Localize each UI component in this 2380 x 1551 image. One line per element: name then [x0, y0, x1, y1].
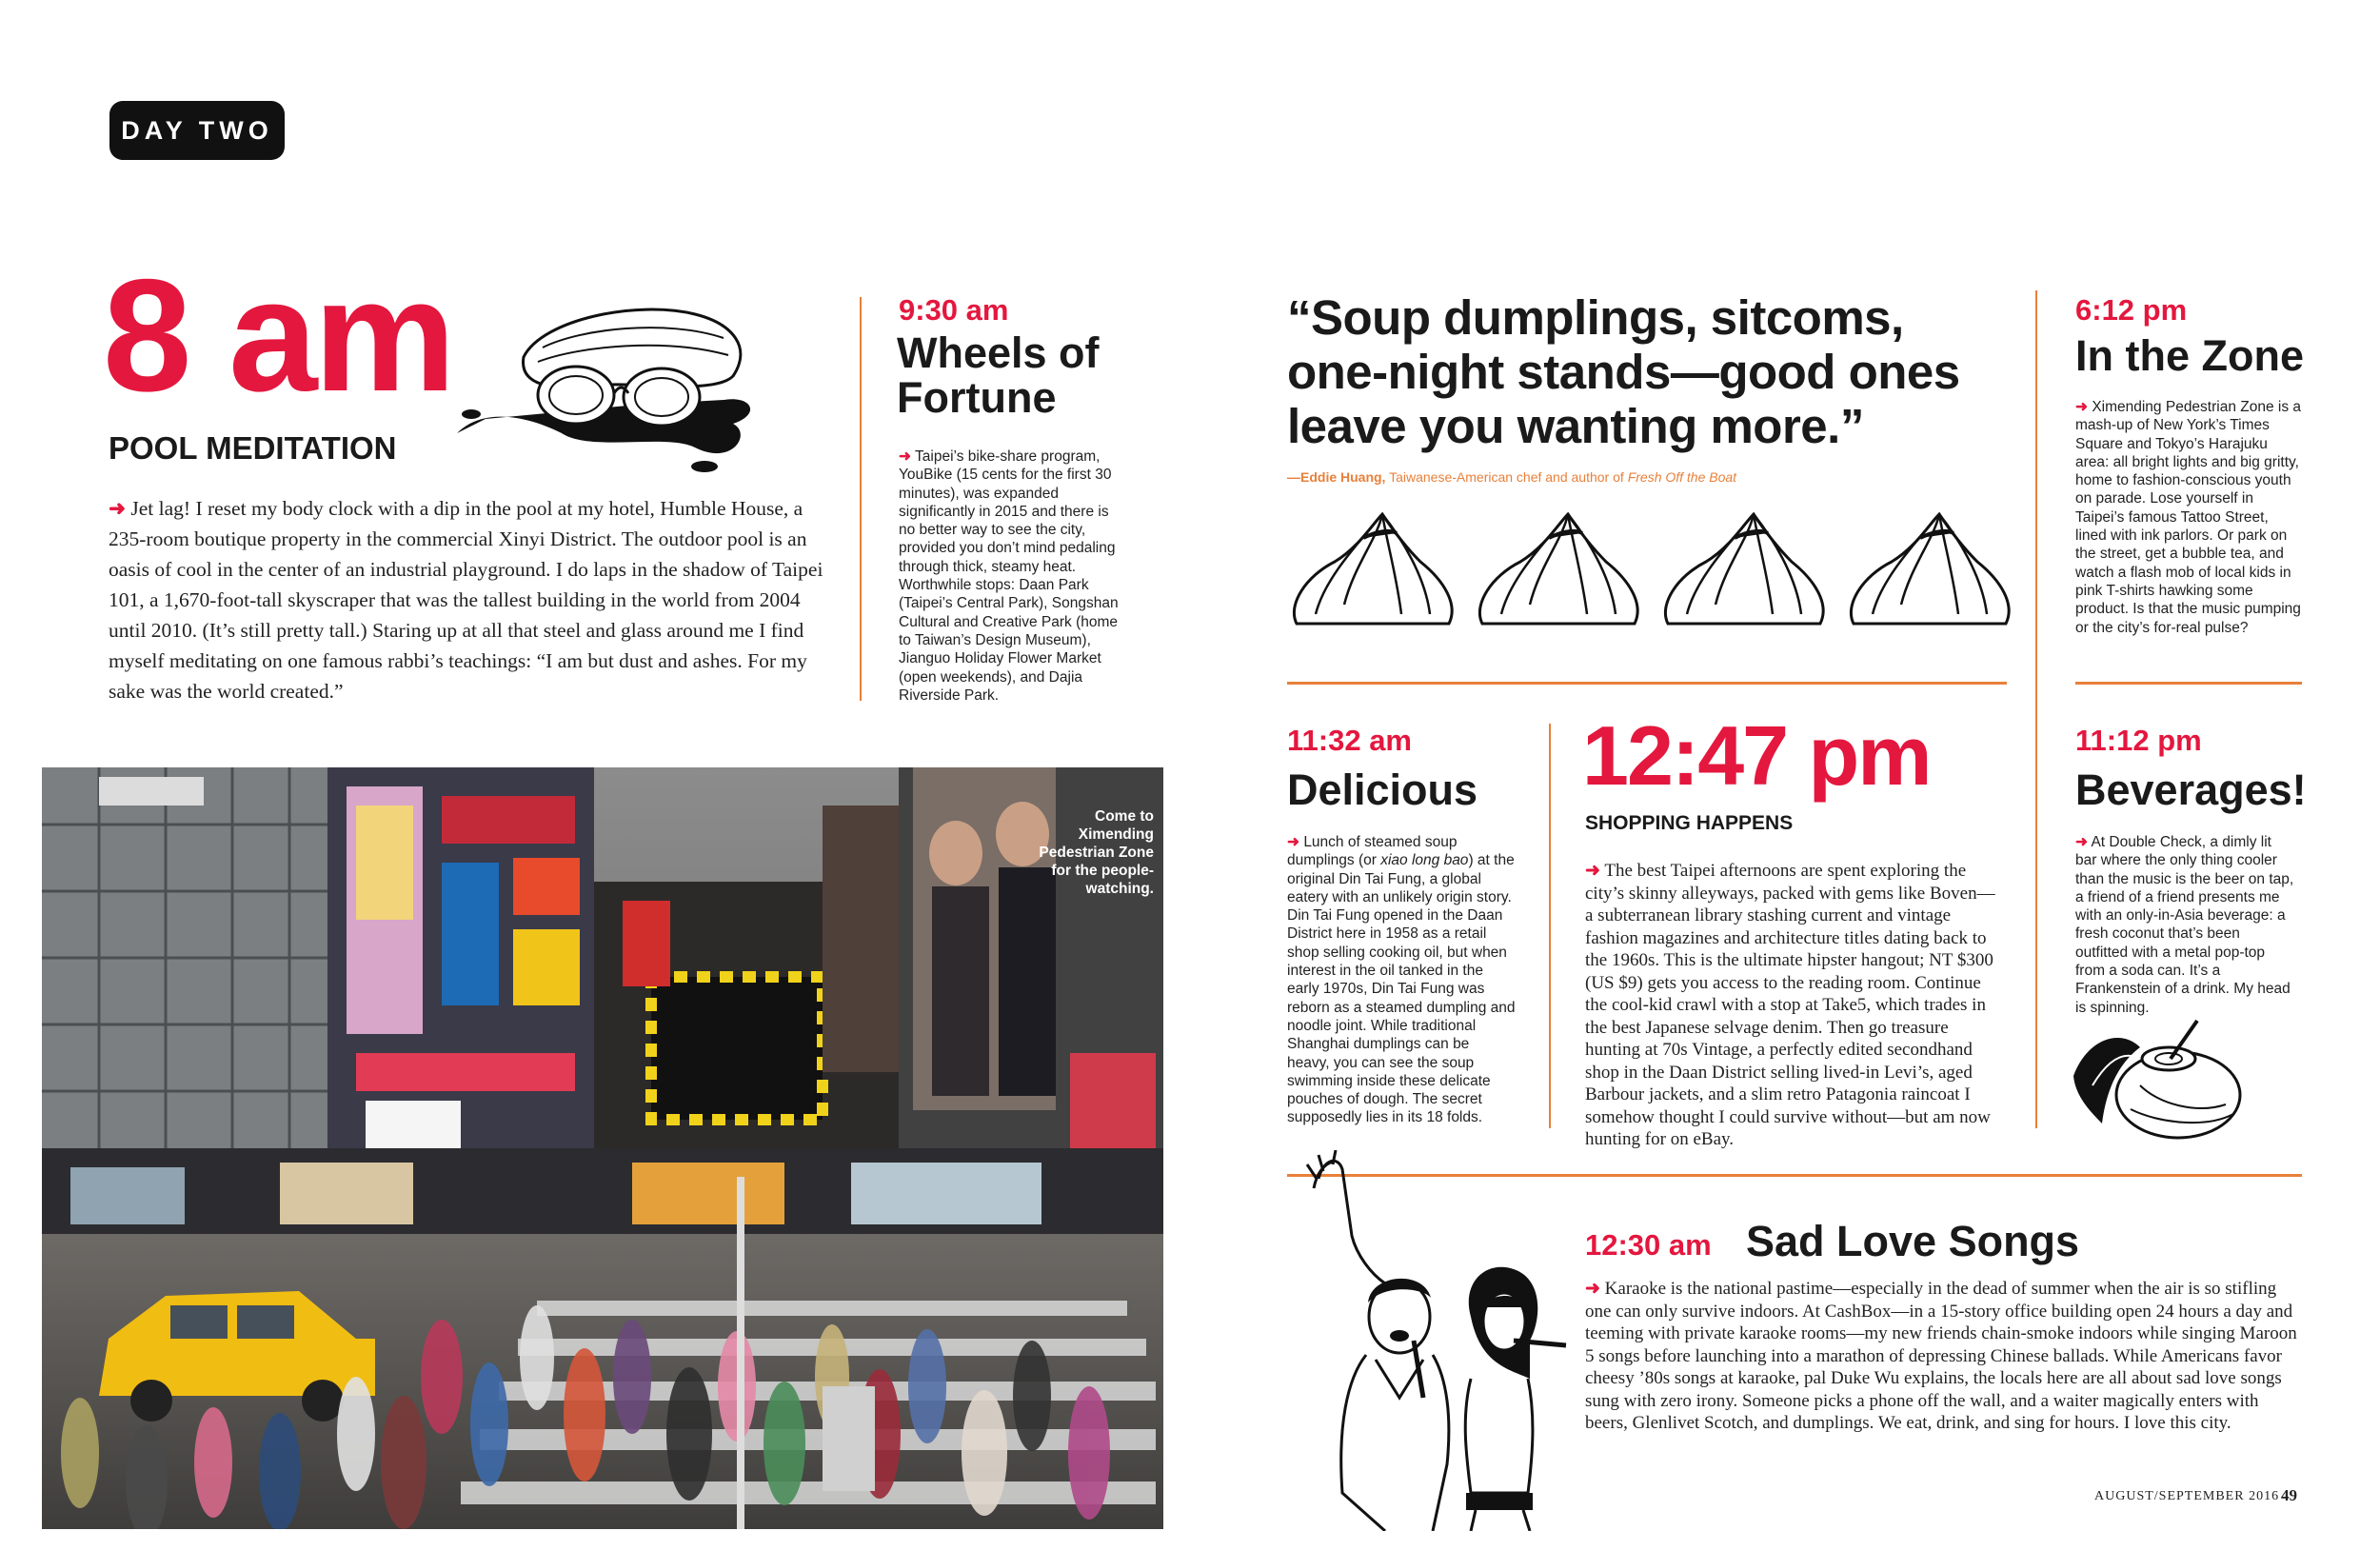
coconut-drink-illustration: [2064, 1019, 2254, 1143]
shopping-title: SHOPPING HAPPENS: [1585, 812, 1794, 834]
wheels-time: 9:30 am: [899, 293, 1009, 327]
day-badge: DAY TWO: [109, 101, 285, 160]
section-rule: [2075, 682, 2302, 685]
shopping-body-text: The best Taipei afternoons are spent exploring the city’s skinny alleyways, packed with gems like Boven—a subterranean library stashing current and vintage fashion magazines and architecture titles dating back to the 1960s. This is the ultimate hipster hangout; NT $300 (US $9) gets you access to the reading room. Continue the cool-kid crawl with a stop at Take5, which trades in the best Japanese selvage denim. Then go treasure hunting at 70s Vintage, a perfectly edited secondhand shop in the Daan District selling lived-in Levi’s, aged Barbour jackets, and a slim retro Patagonia raincoat I somehow thought I could survive without—but am now hunting for on eBay.: [1585, 861, 1995, 1149]
arrow-icon: ➜: [1585, 861, 1600, 881]
songs-body: [1585, 1278, 2301, 1435]
songs-title: Sad Love Songs: [1746, 1217, 2080, 1265]
pool-time: 8 am: [103, 246, 452, 425]
goggles-illustration: [447, 290, 771, 481]
delicious-time: 11:32 am: [1287, 724, 1412, 757]
beverages-body-text: At Double Check, a dimly lit bar where the only thing cooler than the music is the beer on tap, a friend of a friend presents me with an only-in-Asia beverage: a fresh coconut that’s been outfitted with a metal pop-top from a soda can. It’s a Frankenstein of a drink. My head is spinning.: [2075, 834, 2294, 1016]
delicious-body-italic: xiao long bao: [1380, 852, 1469, 869]
karaoke-singers-illustration: [1280, 1150, 1585, 1531]
songs-time: 12:30 am: [1585, 1228, 1712, 1262]
zone-body: [2075, 398, 2302, 637]
arrow-icon: ➜: [899, 448, 911, 465]
pull-quote-line2: one-night stands—good ones: [1287, 345, 1960, 399]
wheels-body: [899, 447, 1120, 705]
beverages-body: [2075, 833, 2294, 1017]
pull-quote-line1: “Soup dumplings, sitcoms,: [1287, 290, 1904, 345]
delicious-body-a: Lunch of steamed soup dumplings (or: [1287, 834, 1458, 869]
attribution-role: Taiwanese-American chef and author of: [1385, 469, 1628, 485]
pool-body-text: Jet lag! I reset my body clock with a dip in the pool at my hotel, Humble House, a 235-room boutique property in the commercial Xinyi District. The outdoor pool is an oasis of cool in the center of an industrial playground. I do laps in the shadow of Taipei 101, a 1,670-foot-tall skyscraper that was the tallest building in the world from 2004 until 2010. (It’s still pretty tall.) Staring up at all that steel and glass around me I find myself meditating on one famous rabbi’s teachings: “I am but dust and ashes. For my sake was the world created.”: [109, 497, 823, 703]
songs-body-text: Karaoke is the national pastime—especially in the dead of summer when the air is so stifling one can only survive indoors. At CashBox—in a 15-story office building open 24 hours a day and teeming with private karaoke rooms—my new friends chain-smoke indoors while singing Maroon 5 songs before launching into a marathon of depressing Chinese ballads. While Americans favor cheesy ’80s songs at karaoke, pal Duke Wu explains, the locals here are all about sad love songs sung with zero irony. Someone picks a phone off the wall, and a waiter magically enters with beers, Glenlivet Scotch, and dumplings. We eat, drink, and sing for hours. I love this city.: [1585, 1279, 2297, 1433]
zone-time: 6:12 pm: [2075, 293, 2188, 327]
delicious-body-b: ) at the original Din Tai Fung, a global eatery with an unlikely origin story. Din Tai Fung opened in the Daan District here in 1958 as a retail shop selling cooking oil, but when interest in the oil tanked in the early 1970s, Din Tai Fung was reborn as a steamed dumpling and noodle joint. While traditional Shanghai dumplings can be heavy, you can see the soup swimming inside these delicate pouches of dough. The secret supposedly lies in its 18 folds.: [1287, 852, 1516, 1126]
arrow-icon: ➜: [2075, 834, 2088, 850]
arrow-icon: ➜: [1585, 1279, 1600, 1299]
arrow-icon: ➜: [109, 497, 127, 520]
arrow-icon: ➜: [1287, 834, 1299, 850]
pull-quote-line3: leave you wanting more.”: [1287, 399, 1864, 453]
photo-caption: Come to Ximending Pedestrian Zone for the people-watching.: [1039, 808, 1154, 897]
pool-body: [109, 493, 824, 706]
quote-attribution: [1287, 469, 1736, 485]
column-rule-mid: [1549, 724, 1551, 1128]
delicious-body: [1287, 833, 1516, 1127]
street-scene: [42, 767, 1163, 1529]
dumplings-illustration: [1287, 509, 2011, 633]
pool-title: POOL MEDITATION: [109, 430, 397, 466]
pull-quote: [1287, 290, 2049, 453]
section-rule: [1287, 682, 2007, 685]
arrow-icon: ➜: [2075, 399, 2088, 415]
wheels-title: [897, 330, 1100, 421]
shopping-time: 12:47 pm: [1582, 708, 1931, 803]
column-rule: [860, 297, 862, 701]
attribution-book: Fresh Off the Boat: [1627, 469, 1737, 485]
wheels-body-text: Taipei’s bike-share program, YouBike (15 cents for the first 30 minutes), was expanded significantly in 2015 and there is no better way to see the city, provided you don’t mind pedaling through thick, steamy heat. Worthwhile stops: Daan Park (Taipei’s Central Park), Songshan Cultural and Creative Park (home to Taiwan’s Design Museum), Jianguo Holiday Flower Market (open weekends), and Dajia Riverside Park.: [899, 448, 1119, 704]
dumpling-icon: [1294, 514, 1452, 624]
attribution-name: —Eddie Huang,: [1287, 469, 1386, 485]
shopping-body: [1585, 860, 2002, 1151]
page-number: 49: [2281, 1486, 2297, 1504]
beverages-time: 11:12 pm: [2075, 724, 2202, 757]
street-photo: [42, 767, 1163, 1529]
zone-body-text: Ximending Pedestrian Zone is a mash-up of New York’s Times Square and Tokyo’s Harajuku area: all bright lights and big gritty, home to fashion-conscious youth on parade. Lose yourself in Taipei’s famous Tattoo Street, lined with ink parlors. Or park on the street, get a bubble tea, and watch a flash mob of local kids in pink T-shirts hawking some product. Is that the music pumping or the city’s for-real pulse?: [2075, 399, 2302, 636]
beverages-title: Beverages!: [2075, 766, 2307, 814]
column-rule-right: [2035, 290, 2037, 1128]
zone-title: In the Zone: [2075, 331, 2304, 380]
delicious-title: Delicious: [1287, 766, 1478, 814]
wheels-title-line2: Fortune: [897, 373, 1057, 423]
wheels-title-line1: Wheels of: [897, 328, 1100, 377]
issue-date: AUGUST/SEPTEMBER 2016: [2094, 1489, 2280, 1503]
